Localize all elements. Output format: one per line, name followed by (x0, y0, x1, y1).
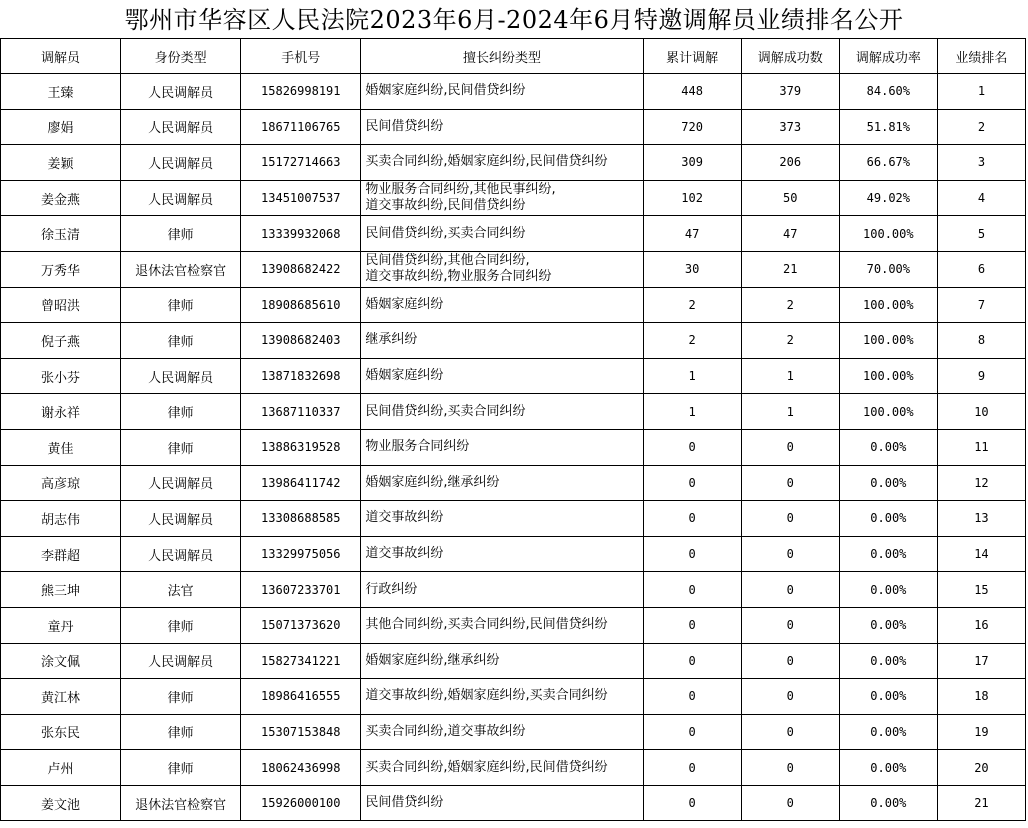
cell-success-count: 0 (741, 643, 839, 679)
header-identity-type: 身份类型 (121, 39, 241, 74)
cell-rank: 3 (937, 145, 1025, 181)
table-body (1, 74, 1026, 821)
cell-phone: 15071373620 (241, 607, 361, 643)
table-row (1, 323, 1026, 359)
cell-total-mediations: 0 (643, 643, 741, 679)
cell-total-mediations: 0 (643, 536, 741, 572)
dispute-types-text: 买卖合同纠纷,道交事故纠纷 (365, 723, 526, 739)
cell-success-rate: 0.00% (839, 785, 937, 821)
cell-success-rate: 0.00% (839, 714, 937, 750)
cell-rank: 18 (937, 679, 1025, 715)
dispute-types-text: 婚姻家庭纠纷,民间借贷纠纷 (365, 83, 526, 99)
cell-success-count: 373 (741, 109, 839, 145)
cell-success-rate: 100.00% (839, 358, 937, 394)
cell-rank: 10 (937, 394, 1025, 430)
cell-total-mediations: 0 (643, 750, 741, 786)
cell-phone: 15172714663 (241, 145, 361, 181)
cell-mediator-name: 万秀华 (1, 251, 121, 287)
cell-rank: 1 (937, 74, 1025, 110)
cell-mediator-name: 童丹 (1, 607, 121, 643)
cell-total-mediations: 309 (643, 145, 741, 181)
table-row (1, 679, 1026, 715)
cell-success-count: 206 (741, 145, 839, 181)
cell-identity-type: 人民调解员 (121, 465, 241, 501)
cell-total-mediations: 0 (643, 429, 741, 465)
cell-phone: 18671106765 (241, 109, 361, 145)
cell-identity-type: 人民调解员 (121, 536, 241, 572)
cell-dispute-types (361, 394, 643, 430)
table-row (1, 74, 1026, 110)
cell-mediator-name: 熊三坤 (1, 572, 121, 608)
cell-success-rate: 0.00% (839, 750, 937, 786)
table-row (1, 572, 1026, 608)
cell-mediator-name: 廖娟 (1, 109, 121, 145)
cell-success-rate: 0.00% (839, 465, 937, 501)
cell-dispute-types (361, 109, 643, 145)
cell-success-rate: 0.00% (839, 607, 937, 643)
dispute-types-text: 民间借贷纠纷,其他合同纠纷, 道交事故纠纷,物业服务合同纠纷 (365, 253, 552, 285)
cell-phone: 15307153848 (241, 714, 361, 750)
dispute-types-text: 民间借贷纠纷 (365, 118, 444, 134)
header-success-rate: 调解成功率 (839, 39, 937, 74)
cell-dispute-types (361, 251, 643, 287)
cell-dispute-types (361, 785, 643, 821)
dispute-types-text: 道交事故纠纷 (365, 510, 444, 526)
cell-phone: 15926000100 (241, 785, 361, 821)
cell-rank: 8 (937, 323, 1025, 359)
cell-identity-type: 律师 (121, 287, 241, 323)
cell-identity-type: 人民调解员 (121, 501, 241, 537)
header-phone: 手机号 (241, 39, 361, 74)
cell-success-count: 0 (741, 750, 839, 786)
cell-success-rate: 0.00% (839, 679, 937, 715)
cell-success-count: 1 (741, 394, 839, 430)
table-row (1, 750, 1026, 786)
cell-mediator-name: 李群超 (1, 536, 121, 572)
cell-mediator-name: 卢州 (1, 750, 121, 786)
cell-total-mediations: 1 (643, 394, 741, 430)
table-row (1, 251, 1026, 287)
cell-identity-type: 律师 (121, 216, 241, 252)
cell-rank: 7 (937, 287, 1025, 323)
cell-mediator-name: 曾昭洪 (1, 287, 121, 323)
mediator-ranking-table (0, 38, 1026, 821)
cell-phone: 13908682422 (241, 251, 361, 287)
cell-rank: 15 (937, 572, 1025, 608)
cell-identity-type: 退休法官检察官 (121, 785, 241, 821)
cell-success-count: 47 (741, 216, 839, 252)
cell-total-mediations: 47 (643, 216, 741, 252)
cell-success-rate: 70.00% (839, 251, 937, 287)
dispute-types-text: 买卖合同纠纷,婚姻家庭纠纷,民间借贷纠纷 (365, 759, 608, 775)
cell-total-mediations: 0 (643, 501, 741, 537)
cell-phone: 13451007537 (241, 180, 361, 216)
dispute-types-text: 民间借贷纠纷 (365, 795, 444, 811)
cell-phone: 13308688585 (241, 501, 361, 537)
cell-dispute-types (361, 643, 643, 679)
cell-dispute-types (361, 429, 643, 465)
table-row (1, 607, 1026, 643)
cell-success-count: 0 (741, 465, 839, 501)
table-row (1, 643, 1026, 679)
cell-success-count: 0 (741, 785, 839, 821)
dispute-types-text: 行政纠纷 (365, 581, 418, 597)
cell-dispute-types (361, 501, 643, 537)
cell-dispute-types (361, 679, 643, 715)
table-row (1, 180, 1026, 216)
header-rank: 业绩排名 (937, 39, 1025, 74)
cell-mediator-name: 胡志伟 (1, 501, 121, 537)
cell-total-mediations: 0 (643, 465, 741, 501)
cell-phone: 13871832698 (241, 358, 361, 394)
cell-mediator-name: 张东民 (1, 714, 121, 750)
cell-phone: 13607233701 (241, 572, 361, 608)
table-row (1, 465, 1026, 501)
cell-identity-type: 退休法官检察官 (121, 251, 241, 287)
cell-rank: 17 (937, 643, 1025, 679)
cell-dispute-types (361, 74, 643, 110)
cell-mediator-name: 姜文池 (1, 785, 121, 821)
table-row (1, 109, 1026, 145)
cell-success-rate: 100.00% (839, 216, 937, 252)
dispute-types-text: 民间借贷纠纷,买卖合同纠纷 (365, 403, 526, 419)
cell-mediator-name: 徐玉清 (1, 216, 121, 252)
table-header-row (1, 39, 1026, 74)
cell-success-count: 21 (741, 251, 839, 287)
cell-mediator-name: 姜金燕 (1, 180, 121, 216)
cell-identity-type: 人民调解员 (121, 109, 241, 145)
cell-identity-type: 律师 (121, 394, 241, 430)
dispute-types-text: 民间借贷纠纷,买卖合同纠纷 (365, 225, 526, 241)
cell-dispute-types (361, 216, 643, 252)
cell-success-count: 50 (741, 180, 839, 216)
cell-total-mediations: 448 (643, 74, 741, 110)
cell-success-count: 0 (741, 572, 839, 608)
cell-phone: 18986416555 (241, 679, 361, 715)
table-row (1, 394, 1026, 430)
cell-identity-type: 律师 (121, 679, 241, 715)
cell-rank: 12 (937, 465, 1025, 501)
cell-mediator-name: 黄佳 (1, 429, 121, 465)
dispute-types-text: 道交事故纠纷 (365, 546, 444, 562)
cell-identity-type: 律师 (121, 714, 241, 750)
cell-phone: 13886319528 (241, 429, 361, 465)
cell-identity-type: 律师 (121, 429, 241, 465)
cell-dispute-types (361, 358, 643, 394)
cell-phone: 13339932068 (241, 216, 361, 252)
cell-identity-type: 律师 (121, 607, 241, 643)
cell-phone: 13329975056 (241, 536, 361, 572)
table-row (1, 785, 1026, 821)
cell-phone: 13908682403 (241, 323, 361, 359)
table-row (1, 358, 1026, 394)
dispute-types-text: 道交事故纠纷,婚姻家庭纠纷,买卖合同纠纷 (365, 688, 608, 704)
dispute-types-text: 继承纠纷 (365, 332, 418, 348)
page-title: 鄂州市华容区人民法院2023年6月-2024年6月特邀调解员业绩排名公开 (124, 6, 904, 34)
cell-success-count: 0 (741, 501, 839, 537)
cell-success-count: 0 (741, 679, 839, 715)
cell-rank: 14 (937, 536, 1025, 572)
cell-phone: 15827341221 (241, 643, 361, 679)
cell-phone: 13986411742 (241, 465, 361, 501)
cell-mediator-name: 黄江林 (1, 679, 121, 715)
cell-dispute-types (361, 536, 643, 572)
table-row (1, 145, 1026, 181)
cell-rank: 4 (937, 180, 1025, 216)
cell-success-rate: 0.00% (839, 536, 937, 572)
cell-success-rate: 100.00% (839, 287, 937, 323)
cell-rank: 21 (937, 785, 1025, 821)
cell-success-rate: 100.00% (839, 394, 937, 430)
cell-identity-type: 律师 (121, 323, 241, 359)
dispute-types-text: 物业服务合同纠纷 (365, 439, 470, 455)
cell-success-count: 0 (741, 536, 839, 572)
header-success-count: 调解成功数 (741, 39, 839, 74)
cell-dispute-types (361, 714, 643, 750)
cell-phone: 18908685610 (241, 287, 361, 323)
dispute-types-text: 其他合同纠纷,买卖合同纠纷,民间借贷纠纷 (365, 617, 608, 633)
cell-identity-type: 人民调解员 (121, 643, 241, 679)
cell-rank: 5 (937, 216, 1025, 252)
cell-mediator-name: 倪子燕 (1, 323, 121, 359)
cell-total-mediations: 0 (643, 572, 741, 608)
cell-success-rate: 66.67% (839, 145, 937, 181)
header-mediator: 调解员 (1, 39, 121, 74)
table-row (1, 287, 1026, 323)
cell-success-count: 0 (741, 714, 839, 750)
cell-dispute-types (361, 607, 643, 643)
cell-success-rate: 51.81% (839, 109, 937, 145)
cell-success-count: 379 (741, 74, 839, 110)
cell-success-rate: 0.00% (839, 572, 937, 608)
cell-rank: 9 (937, 358, 1025, 394)
cell-rank: 13 (937, 501, 1025, 537)
dispute-types-text: 买卖合同纠纷,婚姻家庭纠纷,民间借贷纠纷 (365, 154, 608, 170)
cell-dispute-types (361, 572, 643, 608)
cell-mediator-name: 谢永祥 (1, 394, 121, 430)
dispute-types-text: 婚姻家庭纠纷,继承纠纷 (365, 474, 500, 490)
cell-rank: 11 (937, 429, 1025, 465)
table-row (1, 216, 1026, 252)
header-dispute-types: 擅长纠纷类型 (361, 39, 643, 74)
cell-success-count: 1 (741, 358, 839, 394)
cell-success-rate: 0.00% (839, 429, 937, 465)
dispute-types-text: 婚姻家庭纠纷 (365, 296, 444, 312)
cell-mediator-name: 王臻 (1, 74, 121, 110)
dispute-types-text: 物业服务合同纠纷,其他民事纠纷, 道交事故纠纷,民间借贷纠纷 (365, 182, 556, 214)
cell-dispute-types (361, 145, 643, 181)
cell-success-rate: 84.60% (839, 74, 937, 110)
cell-total-mediations: 720 (643, 109, 741, 145)
cell-rank: 16 (937, 607, 1025, 643)
cell-success-rate: 100.00% (839, 323, 937, 359)
cell-rank: 19 (937, 714, 1025, 750)
cell-dispute-types (361, 287, 643, 323)
cell-success-rate: 0.00% (839, 501, 937, 537)
table-row (1, 501, 1026, 537)
cell-mediator-name: 涂文佩 (1, 643, 121, 679)
cell-total-mediations: 0 (643, 607, 741, 643)
dispute-types-text: 婚姻家庭纠纷,继承纠纷 (365, 652, 500, 668)
cell-total-mediations: 2 (643, 287, 741, 323)
cell-total-mediations: 0 (643, 785, 741, 821)
cell-mediator-name: 张小芬 (1, 358, 121, 394)
table-row (1, 536, 1026, 572)
cell-phone: 15826998191 (241, 74, 361, 110)
cell-success-rate: 0.00% (839, 643, 937, 679)
cell-success-count: 0 (741, 429, 839, 465)
cell-dispute-types (361, 465, 643, 501)
cell-phone: 13687110337 (241, 394, 361, 430)
cell-total-mediations: 102 (643, 180, 741, 216)
cell-success-count: 0 (741, 607, 839, 643)
cell-identity-type: 人民调解员 (121, 180, 241, 216)
cell-success-count: 2 (741, 287, 839, 323)
cell-success-rate: 49.02% (839, 180, 937, 216)
cell-identity-type: 人民调解员 (121, 74, 241, 110)
cell-dispute-types (361, 750, 643, 786)
header-total-mediations: 累计调解 (643, 39, 741, 74)
cell-total-mediations: 2 (643, 323, 741, 359)
cell-mediator-name: 姜颖 (1, 145, 121, 181)
cell-rank: 2 (937, 109, 1025, 145)
cell-success-count: 2 (741, 323, 839, 359)
cell-total-mediations: 0 (643, 714, 741, 750)
cell-identity-type: 法官 (121, 572, 241, 608)
cell-dispute-types (361, 180, 643, 216)
cell-identity-type: 律师 (121, 750, 241, 786)
cell-mediator-name: 高彦琼 (1, 465, 121, 501)
cell-rank: 20 (937, 750, 1025, 786)
cell-identity-type: 人民调解员 (121, 145, 241, 181)
table-row (1, 429, 1026, 465)
table-row (1, 714, 1026, 750)
cell-total-mediations: 1 (643, 358, 741, 394)
cell-phone: 18062436998 (241, 750, 361, 786)
cell-total-mediations: 30 (643, 251, 741, 287)
cell-total-mediations: 0 (643, 679, 741, 715)
dispute-types-text: 婚姻家庭纠纷 (365, 368, 444, 384)
cell-rank: 6 (937, 251, 1025, 287)
cell-identity-type: 人民调解员 (121, 358, 241, 394)
cell-dispute-types (361, 323, 643, 359)
